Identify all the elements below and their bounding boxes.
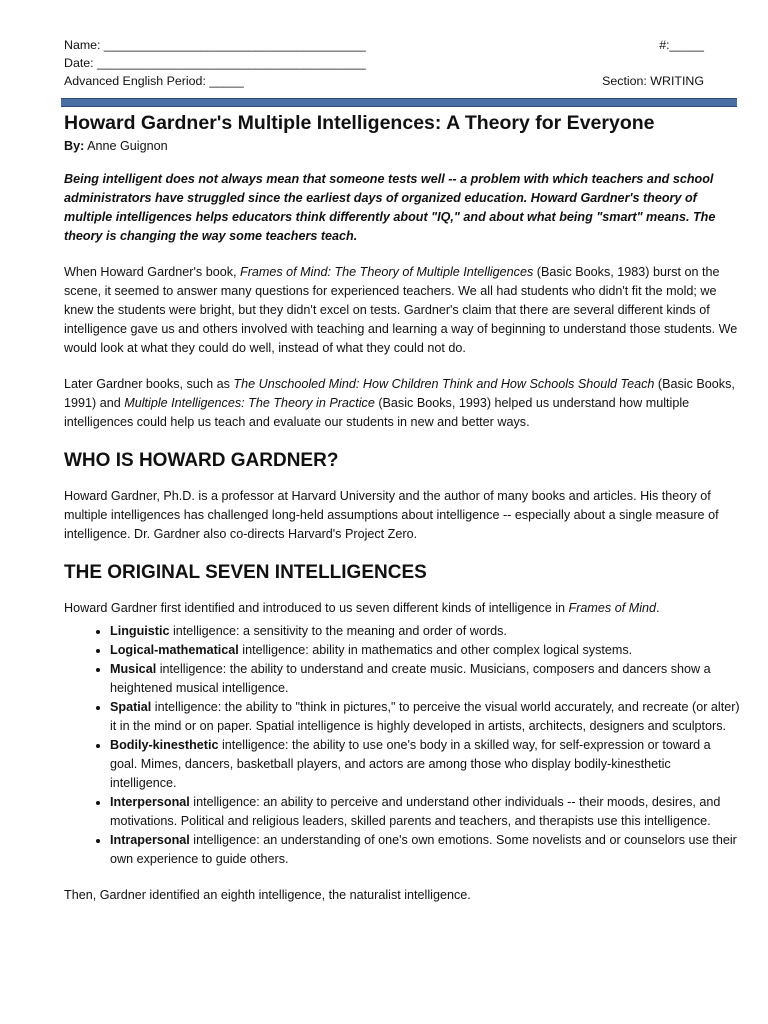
worksheet-page [64, 36, 740, 922]
book-title: Multiple Intelligences: The Theory in Practice [124, 396, 375, 410]
list-item: • Bodily-kinesthetic intelligence: the ability to use one's body in a skilled way, for self-expression or toward a goal. Mimes, dancers, basketball players, and actors are among those who display bodily-kinesthetic intelligence. [110, 736, 740, 793]
heading-original-seven: THE ORIGINAL SEVEN INTELLIGENCES [64, 562, 427, 583]
heading-who-is-gardner: WHO IS HOWARD GARDNER? [64, 450, 339, 471]
intelligence-term: Intrapersonal [110, 833, 190, 847]
list-item: • Interpersonal intelligence: an ability to perceive and understand other individuals -- their moods, desires, and motivations. Political and religious leaders, skilled parents and teachers, and therapists use this intelligence. [110, 793, 740, 831]
intelligence-term: Bodily-kinesthetic [110, 738, 219, 752]
list-item: • Logical-mathematical intelligence: ability in mathematics and other complex logical systems. [110, 641, 740, 660]
paragraph-eighth-intelligence: Then, Gardner identified an eighth intelligence, the naturalist intelligence. [64, 888, 471, 902]
intro-paragraph: Being intelligent does not always mean that someone tests well -- a problem with which teachers and school administrators have struggled since the earliest days of organized education. Howard Gardner's theory of multiple intelligences helps educators think differently about "IQ," and about what being "smart" means. The theory is changing the way some teachers teach. [64, 172, 716, 243]
byline [64, 137, 740, 156]
paragraph-who-is-gardner: Howard Gardner, Ph.D. is a professor at Harvard University and the author of many books and articles. His theory of multiple intelligences has challenged long-held assumptions about intelligence -- especially about a single measure of intelligence. Dr. Gardner also co-directs Harvard's Project Zero. [64, 489, 719, 541]
by-label: By: [64, 139, 85, 153]
intelligences-list [64, 622, 740, 869]
name-field-label: Name: ______________________________________ [64, 38, 366, 52]
header-divider [61, 98, 737, 107]
book-title: The Unschooled Mind: How Children Think and How Schools Should Teach [233, 377, 655, 391]
paragraph-frames-of-mind: When Howard Gardner's book, Frames of Mind: The Theory of Multiple Intelligences (Basic Books, 1983) burst on the scene, it seemed to answer many questions for experienced teachers. We all had students who didn't fit the mold; we knew the students were bright, but they didn't excel on tests. Gardner's claim that there are several different kinds of intelligence gave us and others involved with teaching and learning a way of beginning to understand those students. We would look at what they could do well, instead of what they could not do. [64, 265, 738, 355]
author-name: Anne Guignon [84, 139, 168, 153]
period-field-label: Advanced English Period: _____ [64, 74, 244, 88]
list-item: • Musical intelligence: the ability to understand and create music. Musicians, composers and dancers show a heightened musical intelligence. [110, 660, 740, 698]
list-item: • Linguistic intelligence: a sensitivity to the meaning and order of words. [110, 622, 740, 641]
article-title: Howard Gardner's Multiple Intelligences: A Theory for Everyone [64, 112, 655, 134]
list-item: • Intrapersonal intelligence: an understanding of one's own emotions. Some novelists and or counselors use their own experience to guide others. [110, 831, 740, 869]
worksheet-header [64, 36, 740, 90]
paragraph-seven-intro: Howard Gardner first identified and introduced to us seven different kinds of intelligence in Frames of Mind. [64, 601, 660, 615]
section-label: Section: WRITING [602, 74, 704, 88]
intelligence-term: Interpersonal [110, 795, 190, 809]
book-title: Frames of Mind: The Theory of Multiple Intelligences [240, 265, 534, 279]
list-item: • Spatial intelligence: the ability to "think in pictures," to perceive the visual world accurately, and recreate (or alter) it in the mind or on paper. Spatial intelligence is highly developed in artists, architects, designers and sculptors. [110, 698, 740, 736]
intelligence-term: Musical [110, 662, 157, 676]
intelligence-term: Linguistic [110, 624, 170, 638]
intelligence-term: Logical-mathematical [110, 643, 239, 657]
book-title: Frames of Mind [568, 601, 656, 615]
number-field-label: #:_____ [659, 38, 704, 52]
date-field-label: Date: _______________________________________ [64, 56, 366, 70]
intelligence-term: Spatial [110, 700, 152, 714]
paragraph-later-books: Later Gardner books, such as The Unschooled Mind: How Children Think and How Schools Should Teach (Basic Books, 1991) and Multiple Intelligences: The Theory in Practice (Basic Books, 1993) helped us understand how multiple intelligences could help us teach and evaluate our students in new and better ways. [64, 377, 735, 429]
